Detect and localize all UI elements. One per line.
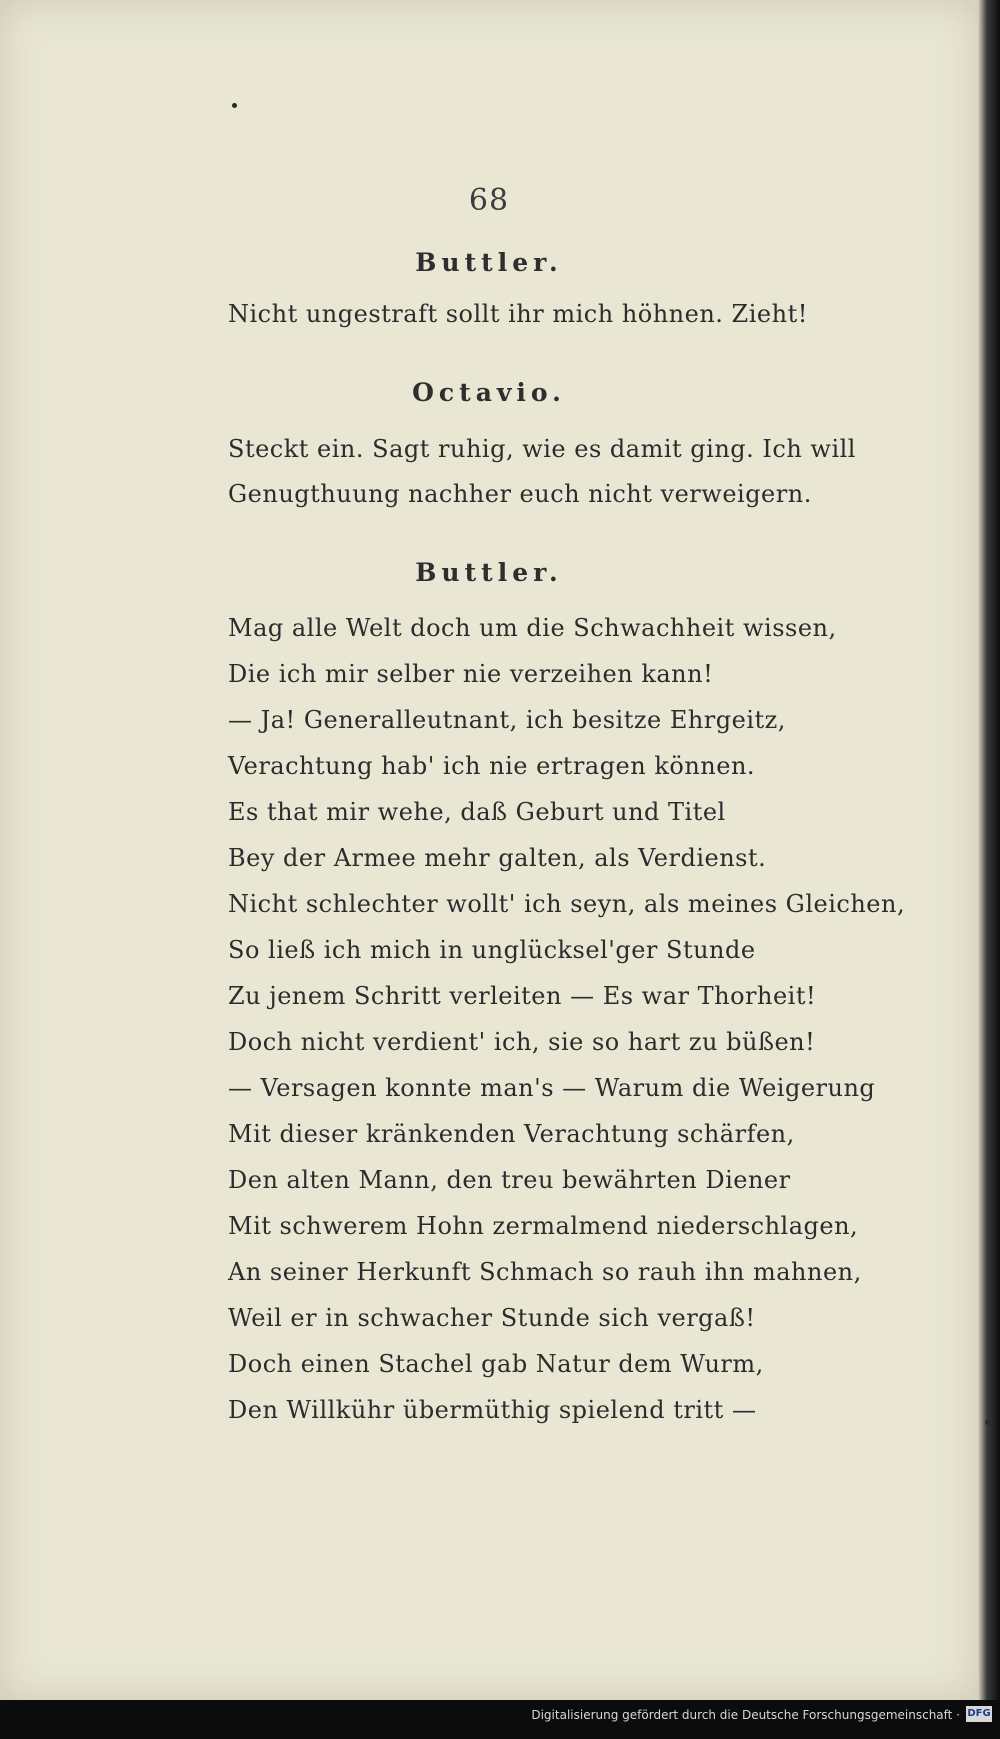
- verse-line: Mit schwerem Hohn zermalmend niederschlagen,: [228, 1212, 859, 1240]
- verse-line: So ließ ich mich in unglücksel'ger Stunde: [228, 936, 756, 964]
- verse-line: Mit dieser kränkenden Verachtung schärfen,: [228, 1120, 795, 1148]
- verse-line: — Ja! Generalleutnant, ich besitze Ehrgeitz,: [228, 706, 786, 734]
- page-edge: [978, 0, 1000, 1700]
- verse-line: Es that mir wehe, daß Geburt und Titel: [228, 798, 726, 826]
- speaker-name: Buttler.: [415, 558, 563, 587]
- verse-line: Doch einen Stachel gab Natur dem Wurm,: [228, 1350, 764, 1378]
- verse-line: Verachtung hab' ich nie ertragen können.: [228, 752, 756, 780]
- verse-line: An seiner Herkunft Schmach so rauh ihn mahnen,: [228, 1258, 862, 1286]
- dfg-logo: DFG: [966, 1706, 992, 1722]
- verse-line: Den Willkühr übermüthig spielend tritt —: [228, 1396, 757, 1424]
- verse-line: Zu jenem Schritt verleiten — Es war Thorheit!: [228, 982, 817, 1010]
- speaker-name: Octavio.: [412, 378, 566, 407]
- speaker-name: Buttler.: [415, 248, 563, 277]
- ink-speck: [985, 1420, 990, 1425]
- verse-line: — Versagen konnte man's — Warum die Weigerung: [228, 1074, 876, 1102]
- verse-line: Nicht ungestraft sollt ihr mich höhnen. Zieht!: [228, 300, 808, 328]
- digitization-credit: Digitalisierung gefördert durch die Deutsche Forschungsgemeinschaft ·: [531, 1708, 960, 1722]
- verse-line: Doch nicht verdient' ich, sie so hart zu büßen!: [228, 1028, 816, 1056]
- verse-line: Die ich mir selber nie verzeihen kann!: [228, 660, 714, 688]
- verse-line: Bey der Armee mehr galten, als Verdienst.: [228, 844, 767, 872]
- verse-line: Den alten Mann, den treu bewährten Diener: [228, 1166, 791, 1194]
- verse-line: Weil er in schwacher Stunde sich vergaß!: [228, 1304, 756, 1332]
- ink-speck: [232, 103, 237, 108]
- verse-line: Steckt ein. Sagt ruhig, wie es damit ging. Ich will: [228, 435, 856, 463]
- verse-line: Nicht schlechter wollt' ich seyn, als meines Gleichen,: [228, 890, 906, 918]
- page-number: 68: [468, 183, 510, 218]
- verse-line: Mag alle Welt doch um die Schwachheit wissen,: [228, 614, 837, 642]
- verse-line: Genugthuung nachher euch nicht verweigern.: [228, 480, 812, 508]
